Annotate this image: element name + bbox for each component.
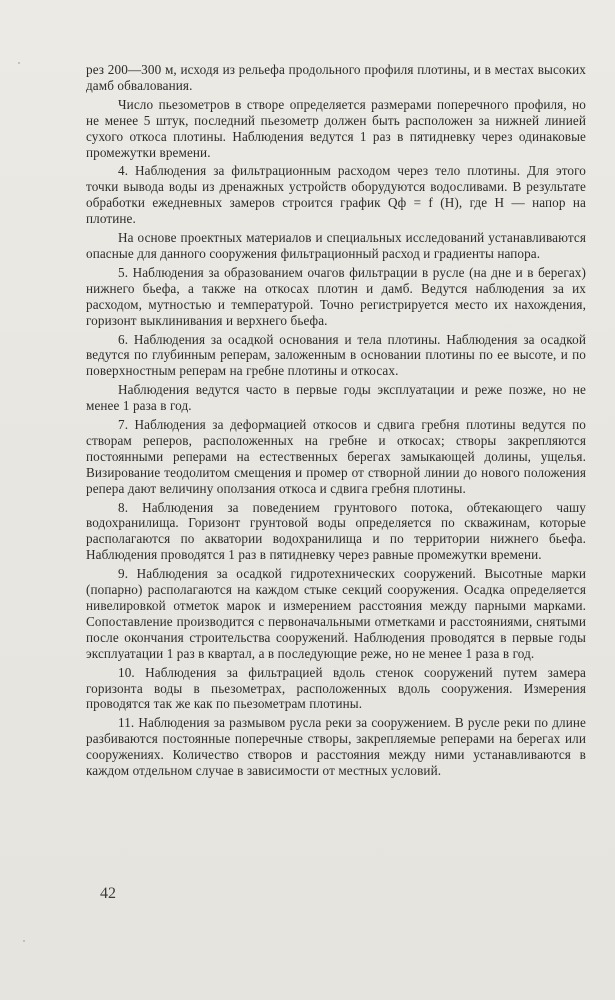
paragraph-continuation: рез 200—300 м, исходя из рельефа продольного профиля плотины, и в местах высоких дамб обвалования. xyxy=(86,62,586,93)
paragraph-item-8: 8. Наблюдения за поведением грунтового потока, обтекающего чашу водохранилища. Горизонт грунтовой воды определяется по скважинам, которые располагаются по акватории водохранилища и по территории нижнего бьефа. Наблюдения проводятся 1 раз в пятидневку через равные промежутки времени. xyxy=(86,499,586,563)
paper-speck xyxy=(23,940,25,942)
paragraph-item-7: 7. Наблюдения за деформацией откосов и сдвига гребня плотины ведутся по створам реперов, расположенных на гребне и откосах; створы закрепляются постоянными реперами на естественных берегах замыкающей долины, ущелья. Визирование теодолитом смещения и промер от створной линии до нового положения репера дают величину оползания откоса и сдвига гребня плотины. xyxy=(86,417,586,496)
paper-speck xyxy=(18,62,20,64)
paragraph-design-materials: На основе проектных материалов и специальных исследований устанавливаются опасные для данного сооружения фильтрационный расход и градиенты напора. xyxy=(86,230,586,261)
paragraph-item-4: 4. Наблюдения за фильтрационным расходом через тело плотины. Для этого точки вывода воды из дренажных устройств оборудуются водосливами. В результате обработки ежедневных замеров строится график Qф = f (H), где H — напор на плотине. xyxy=(86,163,586,227)
body-text xyxy=(86,62,586,782)
page-number: 42 xyxy=(100,885,116,902)
paragraph-item-10: 10. Наблюдения за фильтрацией вдоль стенок сооружений путем замера горизонта воды в пьезометрах, расположенных вдоль сооружения. Измерения проводятся так же как по пьезометрам плотины. xyxy=(86,664,586,712)
paragraph-item-6: 6. Наблюдения за осадкой основания и тела плотины. Наблюдения за осадкой ведутся по глубинным реперам, заложенным в основании плотины по ее высоте, и по поверхностным реперам на гребне плотины и откосах. xyxy=(86,331,586,379)
paragraph-item-9: 9. Наблюдения за осадкой гидротехнических сооружений. Высотные марки (попарно) располагаются на каждом стыке секций сооружения. Осадка определяется нивелировкой отметок марок и измерением расстояния между парными марками. Сопоставление производится с первоначальными отметками и расстояниями, снятыми после окончания строительства сооружений. Наблюдения проводятся в первые годы эксплуатации 1 раз в квартал, а в последующие реже, но не менее 1 раза в год. xyxy=(86,566,586,661)
paragraph-frequency: Наблюдения ведутся часто в первые годы эксплуатации и реже позже, но не менее 1 раза в год. xyxy=(86,382,586,414)
paragraph-item-11: 11. Наблюдения за размывом русла реки за сооружением. В русле реки по длине разбиваются постоянные поперечные створы, закрепляемые реперами на берегах или сооружениях. Количество створов и расстояния между ними устанавливаются в каждом отдельном случае в зависимости от местных условий. xyxy=(86,715,586,779)
paragraph-item-5: 5. Наблюдения за образованием очагов фильтрации в русле (на дне и в берегах) нижнего бьефа, а также на откосах плотин и дамб. Ведутся наблюдения за их расходом, мутностью и температурой. Точно регистрируется место их нахождения, горизонт выклинивания и верхнего бьефа. xyxy=(86,264,586,328)
paragraph-piezometer-count: Число пьезометров в створе определяется размерами поперечного профиля, но не менее 5 штук, последний пьезометр должен быть расположен за нижней линией сухого откоса плотины. Наблюдения ведутся 1 раз в пятидневку через одинаковые промежутки времени. xyxy=(86,96,586,160)
